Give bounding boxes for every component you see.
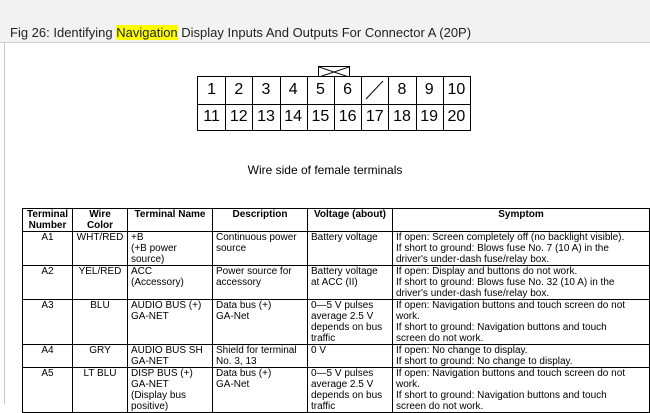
cell-description	[213, 345, 308, 368]
cell-line: GA-Net	[216, 379, 250, 390]
cell-line: If open: Screen completely off (no backlight visible).	[396, 232, 625, 243]
cell-line: AUDIO BUS (+)	[131, 300, 202, 311]
left-rule	[4, 43, 5, 404]
connector-pin: 13	[257, 107, 275, 125]
cell-line: traffic	[311, 401, 336, 412]
cell-line: (Display bus	[131, 390, 187, 401]
connector-pin: 12	[229, 107, 248, 125]
cell-line: Battery voltage	[311, 232, 378, 243]
cell-line: traffic	[311, 333, 336, 344]
cell-symptom	[393, 300, 650, 345]
figure-area	[0, 43, 650, 412]
connector-pin: 9	[424, 81, 434, 98]
cell-line: If short to ground: Navigation buttons and touch	[396, 322, 607, 333]
cell-symptom	[393, 368, 650, 413]
cell-line: depends on bus	[311, 390, 383, 401]
cell-wire-color: LT BLU	[73, 368, 128, 413]
cell-line: screen do not work.	[396, 333, 484, 344]
connector-pin: 5	[315, 81, 325, 98]
connector-pin: 19	[420, 107, 439, 125]
cell-voltage	[308, 368, 393, 413]
cell-line: +B	[131, 232, 144, 243]
cell-line: If short to ground: Blows fuse No. 7 (10 A) in the	[396, 243, 609, 254]
cell-line: work.	[396, 311, 420, 322]
cell-terminal-name	[128, 300, 213, 345]
cell-line: driver's under-dash fuse/relay box.	[396, 254, 550, 265]
cell-symptom	[393, 345, 650, 368]
cell-line: (Accessory)	[131, 277, 184, 288]
col-voltage: Voltage (about)	[308, 209, 393, 232]
cell-line: Battery voltage	[311, 266, 378, 277]
cell-line: If short to ground: Blows fuse No. 32 (10 A) in the	[396, 277, 615, 288]
table-row	[23, 232, 650, 266]
table-row	[23, 300, 650, 345]
cell-line: ACC	[131, 266, 153, 277]
title-prefix: Fig 26: Identifying	[10, 25, 117, 40]
cell-description	[213, 232, 308, 266]
table-header-row	[23, 209, 650, 232]
cell-line: 0—5 V pulses	[311, 368, 374, 379]
cell-line: source)	[131, 254, 165, 265]
cell-line: 0 V	[311, 345, 327, 356]
connector-caption: Wire side of female terminals	[247, 163, 403, 177]
connector-pin: 17	[365, 107, 384, 125]
title-highlight: Navigation	[116, 25, 178, 40]
cell-line: If open: Navigation buttons and touch screen do not	[396, 368, 626, 379]
cell-line: If short to ground: No change to display.	[396, 356, 573, 367]
cell-line: If open: Display and buttons do not work.	[396, 266, 578, 277]
cell-line: If short to ground: Navigation buttons and touch	[396, 390, 607, 401]
cell-symptom	[393, 266, 650, 300]
cell-line: GA-NET	[131, 356, 169, 367]
cell-voltage	[308, 232, 393, 266]
table-row	[23, 266, 650, 300]
cell-line: Power source for	[216, 266, 292, 277]
cell-line: positive)	[131, 401, 169, 412]
connector-pin: 2	[234, 81, 244, 98]
figure-title	[10, 26, 471, 40]
cell-terminal: A2	[23, 266, 73, 300]
cell-line: AUDIO BUS SH	[131, 345, 203, 356]
cell-line: GA-NET	[131, 311, 169, 322]
cell-line: If open: Navigation buttons and touch screen do not	[396, 300, 626, 311]
connector-pin: 8	[397, 81, 407, 98]
row-divider	[198, 104, 470, 105]
cell-symptom	[393, 232, 650, 266]
cell-description	[213, 300, 308, 345]
cell-terminal: A5	[23, 368, 73, 413]
title-suffix: Display Inputs And Outputs For Connector A (20P)	[177, 25, 472, 40]
connector-pin: 6	[343, 81, 353, 98]
col-description: Description	[213, 209, 308, 232]
cell-line: Continuous power	[216, 232, 297, 243]
col-terminal-name: Terminal Name	[128, 209, 213, 232]
connector-pin: 11	[203, 107, 220, 125]
cell-terminal: A1	[23, 232, 73, 266]
col-symptom: Symptom	[393, 209, 650, 232]
cell-wire-color: BLU	[73, 300, 128, 345]
terminal-table	[22, 208, 650, 413]
cell-line: Data bus (+)	[216, 368, 272, 379]
cell-line: DISP BUS (+)	[131, 368, 193, 379]
connector-pin: 18	[393, 107, 411, 125]
cell-line: driver's under-dash fuse/relay box.	[396, 288, 550, 299]
cell-line: work.	[396, 379, 420, 390]
cell-line: average 2.5 V	[311, 311, 374, 322]
connector-pin: 3	[261, 81, 271, 98]
cell-line: accessory	[216, 277, 262, 288]
table-row	[23, 368, 650, 413]
connector-pin: 20	[447, 107, 466, 125]
cell-line: GA-Net	[216, 311, 250, 322]
cell-line: If open: No change to display.	[396, 345, 528, 356]
cell-line: screen do not work.	[396, 401, 484, 412]
cell-terminal: A3	[23, 300, 73, 345]
col-terminal-number: Terminal Number	[23, 209, 73, 232]
connector-pin: 15	[311, 107, 330, 125]
cell-line: 0—5 V pulses	[311, 300, 374, 311]
connector-pin: 16	[338, 107, 357, 125]
connector-pin: 10	[447, 81, 466, 98]
cell-voltage	[308, 345, 393, 368]
cell-terminal: A4	[23, 345, 73, 368]
cell-line: average 2.5 V	[311, 379, 374, 390]
cell-description	[213, 266, 308, 300]
cell-wire-color: WHT/RED	[73, 232, 128, 266]
cell-line: Data bus (+)	[216, 300, 272, 311]
cell-line: source	[216, 243, 247, 254]
cell-line: depends on bus	[311, 322, 383, 333]
cell-line: Shield for terminal	[216, 345, 297, 356]
cell-voltage	[308, 300, 393, 345]
cell-line: at ACC (II)	[311, 277, 358, 288]
col-wire-color: Wire Color	[73, 209, 128, 232]
cell-wire-color: YEL/RED	[73, 266, 128, 300]
cell-line: GA-NET	[131, 379, 169, 390]
connector-pin: 4	[288, 81, 298, 98]
cell-voltage	[308, 266, 393, 300]
connector-pin: 1	[207, 81, 217, 98]
blank-pin-slash-icon	[361, 79, 388, 101]
cell-wire-color: GRY	[73, 345, 128, 368]
table-row	[23, 345, 650, 368]
cell-terminal-name	[128, 345, 213, 368]
cell-description	[213, 368, 308, 413]
title-bar	[0, 0, 650, 43]
connector-pin: 14	[284, 107, 303, 125]
cell-line: (+B power	[131, 243, 177, 254]
cell-terminal-name	[128, 368, 213, 413]
connector-diagram	[197, 76, 471, 131]
cell-line: No. 3, 13	[216, 356, 257, 367]
cell-terminal-name	[128, 266, 213, 300]
cell-terminal-name	[128, 232, 213, 266]
